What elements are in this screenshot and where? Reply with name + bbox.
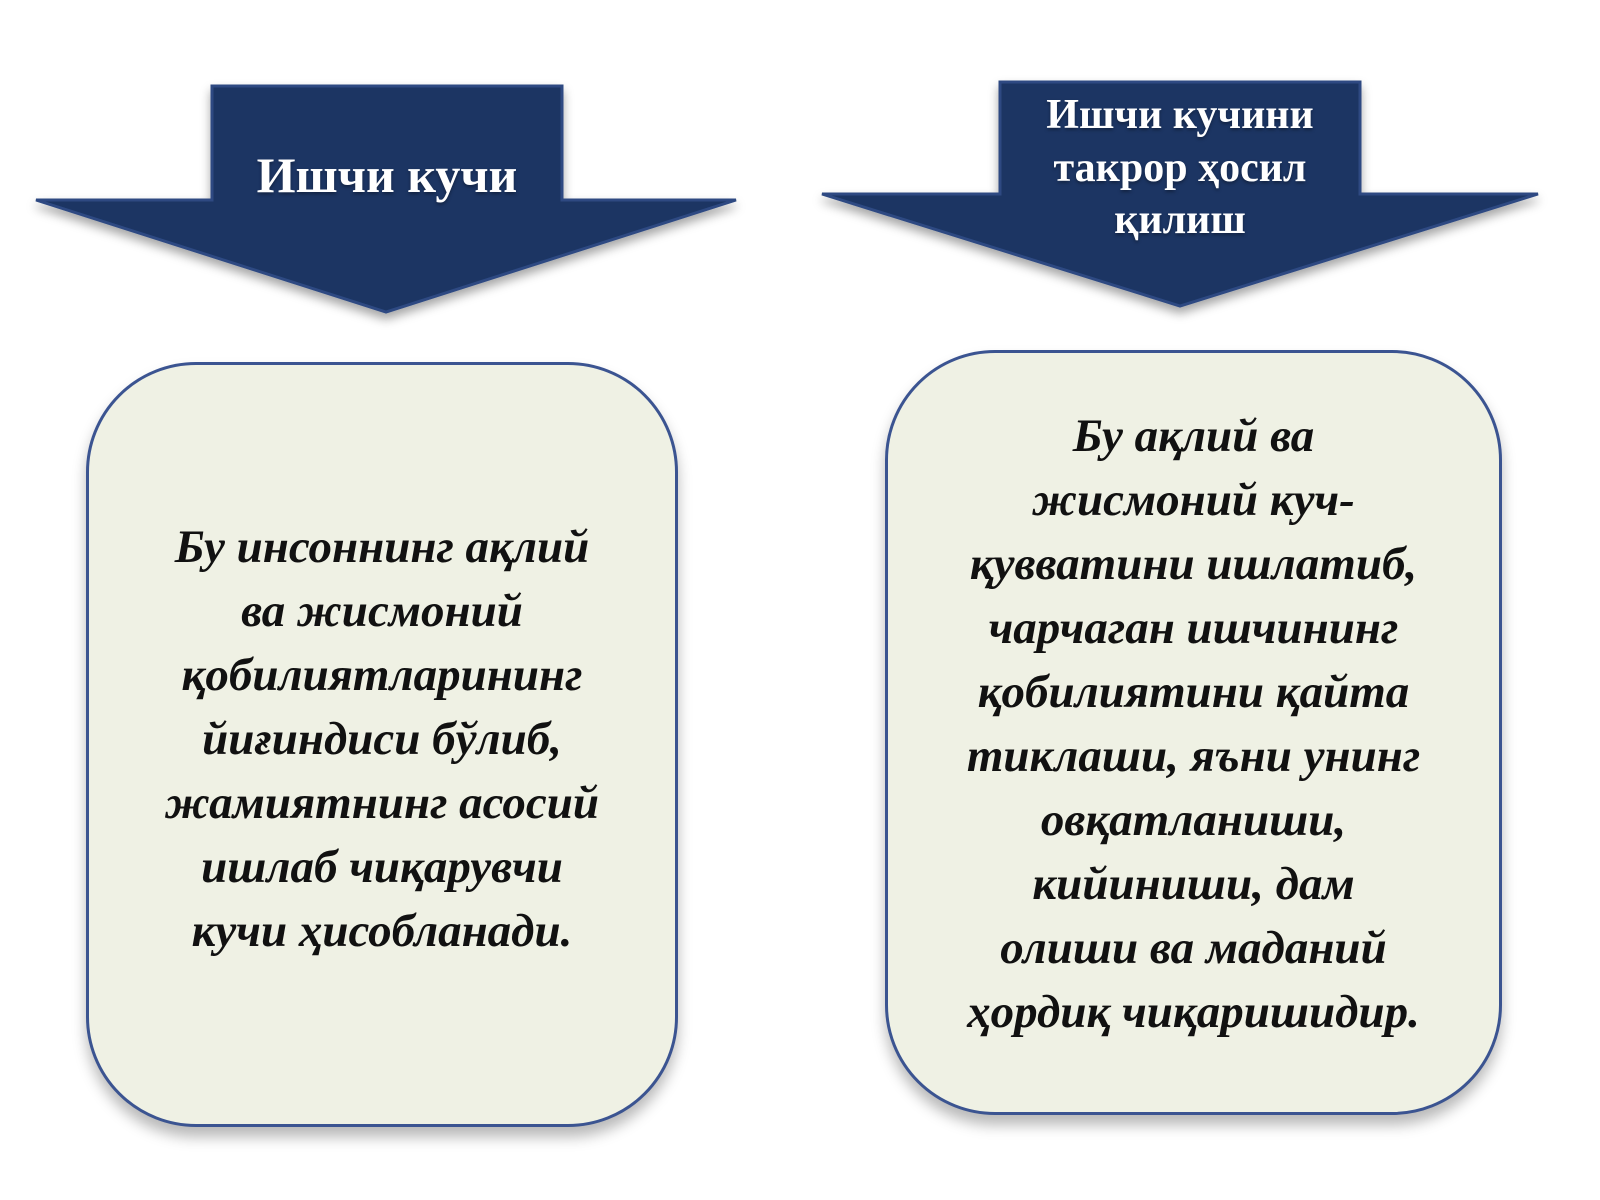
definition-box-left — [86, 362, 678, 1127]
definition-text-right: Бу ақлий ва жисмоний куч- қувватини ишлатиб, чарчаган ишчининг қобилиятини қайта тиклаши, яъни унинг овқатланиши, кийиниши, дам олиши ва маданий ҳордиқ чиқаришидир. — [966, 409, 1421, 1038]
definition-text-left: Бу инсоннинг ақлий ва жисмоний қобилиятларининг йиғиндиси бўлиб, жамиятнинг асосий ишлаб чиқарувчи кучи ҳисобланади. — [165, 520, 599, 957]
arrow-title-left — [212, 90, 562, 260]
arrow-title-right-text: Ишчи кучини такрор ҳосил қилиш — [1046, 92, 1314, 244]
arrow-title-left-text: Ишчи кучи — [256, 146, 518, 203]
arrow-title-right — [995, 84, 1365, 252]
definition-box-right — [885, 350, 1502, 1115]
